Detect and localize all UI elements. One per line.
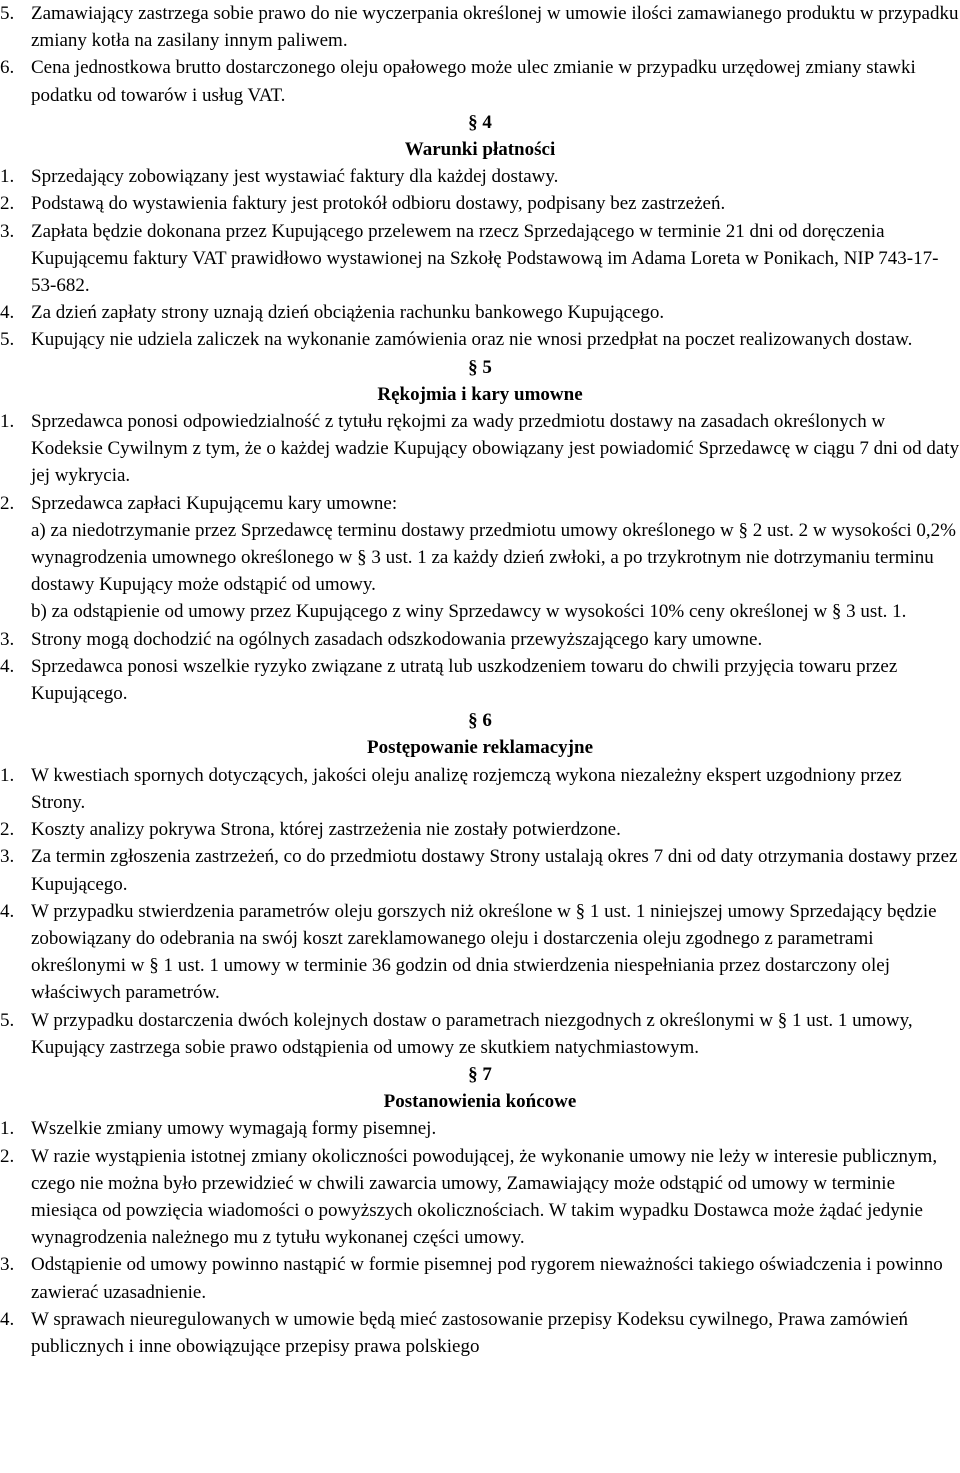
item-text: Kupujący nie udziela zaliczek na wykonanie zamówienia oraz nie wnosi przedpłat na poczet realizowanych dostaw. — [31, 329, 913, 351]
item-number: 1. — [0, 166, 15, 188]
item-number: 1. — [0, 764, 15, 786]
item-number: 1. — [0, 411, 15, 433]
item-text: Zapłata będzie dokonana przez Kupującego przelewem na rzecz Sprzedającego w terminie 21 dni od doręczenia Kupującemu faktury VAT prawidłowo wystawionej na Szkołę Podstawową im Adama Loreta w Ponikach, NIP 743-17-53-682. — [31, 220, 939, 297]
section-5 — [0, 354, 960, 708]
section-symbol: § 5 — [468, 356, 492, 378]
item-text: Wszelkie zmiany umowy wymagają formy pisemnej. — [31, 1118, 437, 1140]
section-symbol: § 4 — [468, 111, 492, 133]
list-item — [0, 408, 960, 490]
list-item — [0, 163, 960, 190]
item-text: Sprzedawca ponosi wszelkie ryzyko związane z utratą lub uszkodzeniem towaru do chwili przyjęcia towaru przez Kupującego. — [31, 655, 898, 705]
item-number: 1. — [0, 1118, 15, 1140]
list-item — [0, 1306, 960, 1360]
section-7 — [0, 1061, 960, 1360]
list-item — [0, 54, 960, 108]
list-item — [0, 190, 960, 217]
list-item — [0, 898, 960, 1007]
item-text: Podstawą do wystawienia faktury jest protokół odbioru dostawy, podpisany bez zastrzeżeń. — [31, 193, 726, 215]
item-text: Strony mogą dochodzić na ogólnych zasadach odszkodowania przewyższającego kary umowne. — [31, 628, 763, 650]
sub-item-b: b) za odstąpienie od umowy przez Kupującego z winy Sprzedawcy w wysokości 10% ceny określonej w § 3 ust. 1. — [31, 601, 907, 623]
item-text: Za termin zgłoszenia zastrzeżeń, co do przedmiotu dostawy Strony ustalają okres 7 dni od daty otrzymania dostawy przez Kupującego. — [31, 846, 958, 895]
list-item — [0, 626, 960, 653]
list-item — [0, 490, 960, 626]
item-text: Sprzedawca ponosi odpowiedzialność z tytułu rękojmi za wady przedmiotu dostawy na zasadach określonych w Kodeksie Cywilnym z tym, że o każdej wadzie Kupujący obowiązany jest powiadomić Sprzedawcę w ciągu 7 dni od daty jej wykrycia. — [31, 411, 960, 487]
item-number: 3. — [0, 220, 15, 242]
item-text: Zamawiający zastrzega sobie prawo do nie wyczerpania określonej w umowie ilości zamawianego produktu w przypadku zmiany kotła na zasilany innym paliwem. — [31, 3, 959, 52]
list-item — [0, 0, 960, 54]
section-4 — [0, 109, 960, 354]
list-item — [0, 762, 960, 816]
item-number: 6. — [0, 57, 15, 79]
list-item — [0, 816, 960, 843]
item-number: 4. — [0, 1308, 15, 1330]
list-item — [0, 1251, 960, 1305]
item-number: 5. — [0, 329, 15, 351]
sub-item-a: a) za niedotrzymanie przez Sprzedawcę terminu dostawy przedmiotu umowy określonego w § 2 ust. 2 w wysokości 0,2% wynagrodzenia umownego określonego w § 3 ust. 1 za każdy dzień zwłoki, a po trzykrotnym nie dotrzymaniu terminu dostawy Kupujący może odstąpić od umowy. — [31, 519, 956, 596]
item-number: 4. — [0, 302, 15, 324]
item-number: 2. — [0, 492, 15, 514]
section-6 — [0, 707, 960, 1061]
section-symbol: § 6 — [468, 710, 492, 732]
list-item — [0, 326, 960, 353]
item-number: 5. — [0, 3, 15, 24]
item-text: Odstąpienie od umowy powinno nastąpić w formie pisemnej pod rygorem nieważności takiego oświadczenia i powinno zawierać uzasadnienie. — [31, 1254, 943, 1303]
item-number: 3. — [0, 846, 15, 868]
list-item — [0, 218, 960, 300]
item-text: Koszty analizy pokrywa Strona, której zastrzeżenia nie zostały potwierdzone. — [31, 819, 621, 841]
section-title: Warunki płatności — [404, 139, 556, 161]
item-text: Cena jednostkowa brutto dostarczonego oleju opałowego może ulec zmianie w przypadku urzędowej zmiany stawki podatku od towarów i usług VAT. — [31, 57, 916, 106]
list-item — [0, 1115, 960, 1142]
list-item — [0, 1007, 960, 1061]
section-title: Rękojmia i kary umowne — [377, 383, 583, 405]
list-item — [0, 653, 960, 707]
item-text: Za dzień zapłaty strony uznają dzień obciążenia rachunku bankowego Kupującego. — [31, 302, 665, 324]
item-text: W kwestiach spornych dotyczących, jakości oleju analizę rozjemczą wykona niezależny ekspert uzgodniony przez Strony. — [31, 764, 902, 813]
list-item — [0, 1143, 960, 1252]
item-number: 2. — [0, 1145, 15, 1167]
section-symbol: § 7 — [468, 1063, 492, 1085]
item-number: 3. — [0, 628, 15, 650]
item-text: W razie wystąpienia istotnej zmiany okoliczności powodującej, że wykonanie umowy nie leży w interesie publicznym, czego nie można było przewidzieć w chwili zawarcia umowy, Zamawiający może odstąpić od umowy w terminie miesiąca od powzięcia wiadomości o powyższych okolicznościach. W takim wypadku Dostawca może żądać jedynie wynagrodzenia należnego mu z tytułu wykonanej części umowy. — [31, 1145, 938, 1249]
section-title: Postępowanie reklamacyjne — [366, 737, 594, 759]
item-number: 2. — [0, 193, 15, 215]
item-number: 5. — [0, 1009, 15, 1031]
item-number: 4. — [0, 900, 15, 922]
item-number: 4. — [0, 655, 15, 677]
section-previous-items — [0, 0, 960, 109]
item-number: 2. — [0, 819, 15, 841]
item-text: W sprawach nieuregulowanych w umowie będą mieć zastosowanie przepisy Kodeksu cywilnego, Prawa zamówień publicznych i inne obowiązujące przepisy prawa polskiego — [31, 1308, 909, 1357]
item-number: 3. — [0, 1254, 15, 1276]
item-text: Sprzedający zobowiązany jest wystawiać faktury dla każdej dostawy. — [31, 166, 559, 188]
list-item — [0, 843, 960, 897]
item-text: W przypadku dostarczenia dwóch kolejnych dostaw o parametrach niezgodnych z określonymi w § 1 ust. 1 umowy, Kupujący zastrzega sobie prawo odstąpienia od umowy ze skutkiem natychmiastowym. — [31, 1009, 913, 1058]
item-text: Sprzedawca zapłaci Kupującemu kary umowne: — [31, 492, 398, 514]
item-text: W przypadku stwierdzenia parametrów oleju gorszych niż określone w § 1 ust. 1 niniejszej umowy Sprzedający będzie zobowiązany do odebrania na swój koszt zareklamowanego oleju i dostarczenia oleju zgodnego z parametrami określonymi w § 1 ust. 1 umowy w terminie 36 godzin od dnia stwierdzenia niespełniania przez dostarczony olej właściwych parametrów. — [31, 900, 937, 1004]
list-item — [0, 299, 960, 326]
section-title: Postanowienia końcowe — [383, 1091, 577, 1113]
